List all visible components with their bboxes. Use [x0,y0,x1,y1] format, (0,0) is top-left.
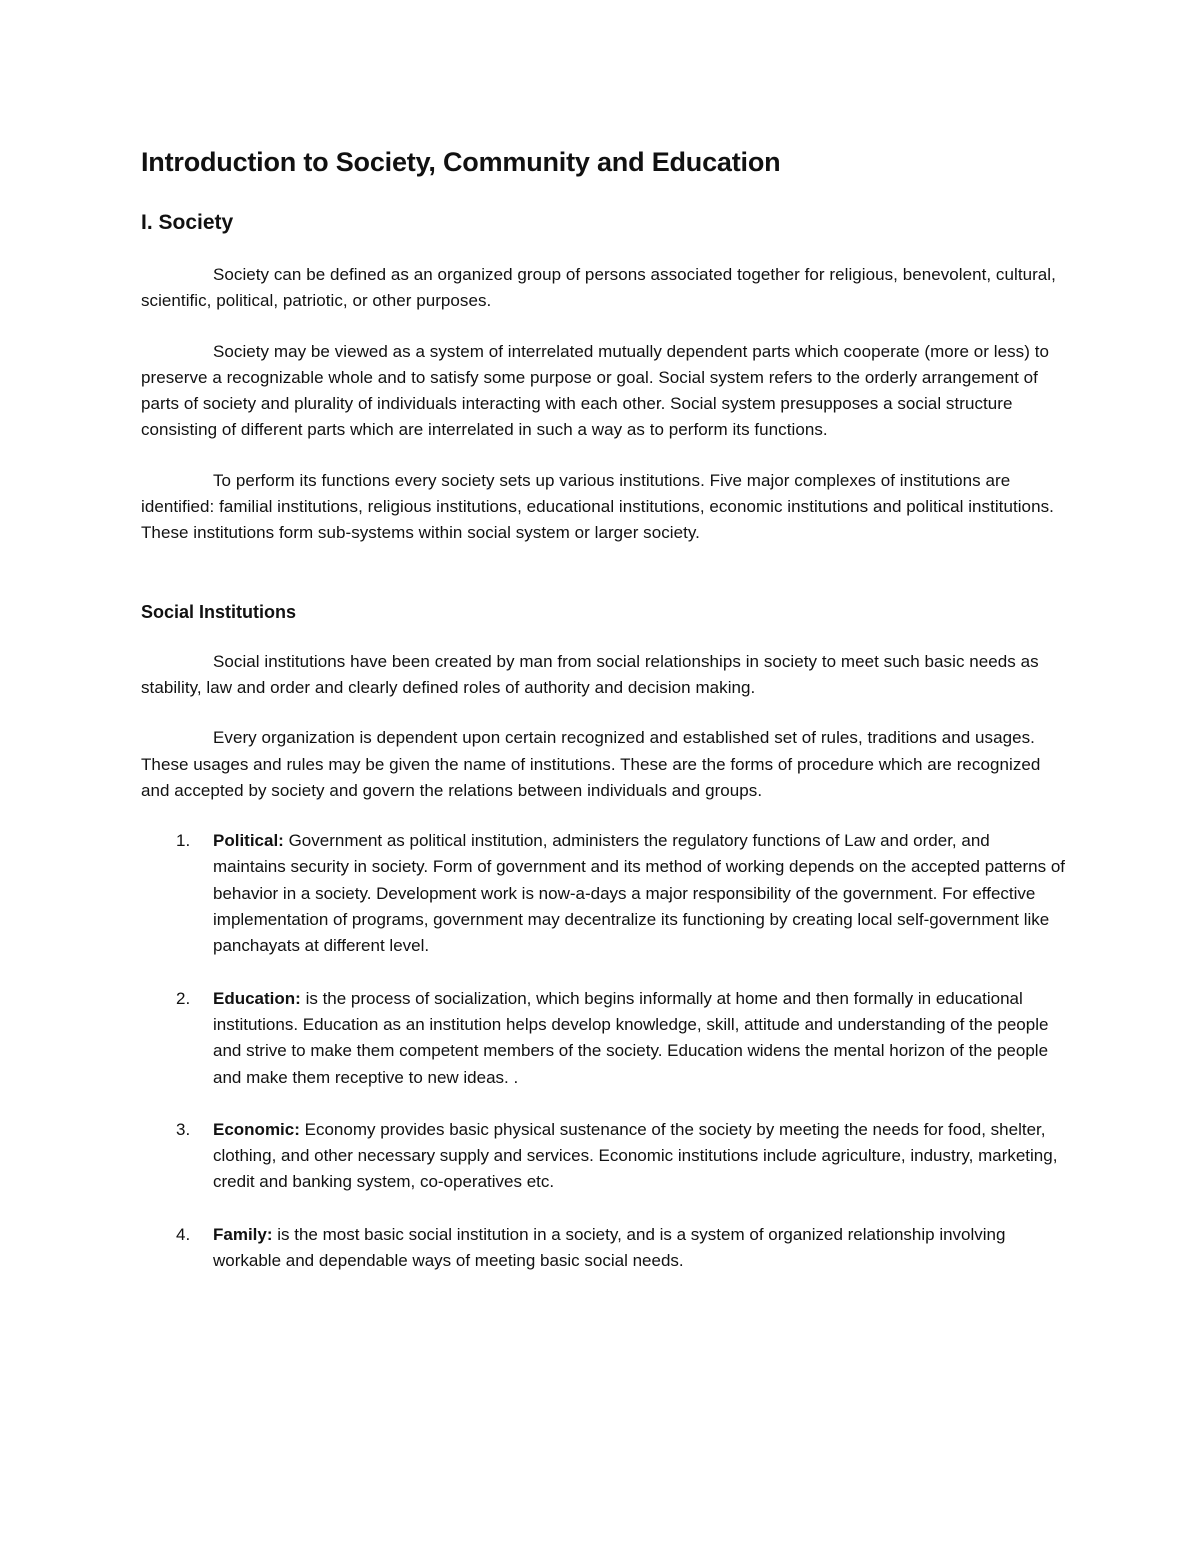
society-paragraph: To perform its functions every society sets up various institutions. Five major complexes of institutions are identified: familial institutions, religious institutions, educational institutions, economic institutions and political institutions. These institutions form sub-systems within social system or larger society. [141,470,1054,543]
list-item-number: 1. [176,831,191,851]
list-item-number: 2. [176,988,191,1008]
sub-heading-social-institutions: Social Institutions [141,601,297,622]
list-item-term: Economic: [213,1119,300,1139]
institutions-paragraph: Every organization is dependent upon certain recognized and established set of rules, traditions and usages. These usages and rules may be given the name of institutions. These are the forms of procedure which are recognized and accepted by society and govern the relations between individuals and groups. [141,728,1041,800]
document-title: Introduction to Society, Community and Education [141,147,781,177]
list-item [141,828,1066,959]
society-paragraph: Society can be defined as an organized group of persons associated together for religious, benevolent, cultural, scientific, political, patriotic, or other purposes. [141,265,1056,311]
society-paragraph: Society may be viewed as a system of interrelated mutually dependent parts which cooperate (more or less) to preserve a recognizable whole and to satisfy some purpose or goal. Social system refers to the orderly arrangement of parts of society and plurality of individuals interacting with each other. Social system presupposes a social structure consisting of different parts which are interrelated in such a way as to perform its functions. [141,341,1049,440]
list-item [141,1222,1066,1275]
list-item [141,986,1066,1091]
list-item-term: Political: [213,831,284,851]
institutions-list [141,828,1066,1274]
list-item-text: is the process of socialization, which begins informally at home and then formally in educational institutions. Education as an institution helps develop knowledge, skill, attitude and understanding of the people and strive to make them competent members of the society. Education widens the mental horizon of the people and make them receptive to new ideas. . [213,988,1049,1087]
list-item-number: 3. [176,1119,191,1139]
list-item-term: Family: [213,1224,273,1244]
list-item [141,1117,1066,1196]
list-item-text: Economy provides basic physical sustenance of the society by meeting the needs for food, shelter, clothing, and other necessary supply and services. Economic institutions include agriculture, industry, marketing, credit and banking system, co-operatives etc. [213,1119,1058,1192]
list-item-text: Government as political institution, administers the regulatory functions of Law and order, and maintains security in society. Form of government and its method of working depends on the accepted patterns of behavior in a society. Development work is now-a-days a major responsibility of the government. For effective implementation of programs, government may decentralize its functioning by creating local self-government like panchayats at different level. [213,831,1066,956]
institutions-paragraph: Social institutions have been created by man from social relationships in society to meet such basic needs as stability, law and order and clearly defined roles of authority and decision making. [141,651,1039,697]
list-item-number: 4. [176,1224,191,1244]
list-item-term: Education: [213,988,301,1008]
section-heading-society: I. Society [141,211,234,234]
document-page [141,138,1066,1300]
list-item-text: is the most basic social institution in a society, and is a system of organized relationship involving workable and dependable ways of meeting basic social needs. [213,1224,1006,1271]
